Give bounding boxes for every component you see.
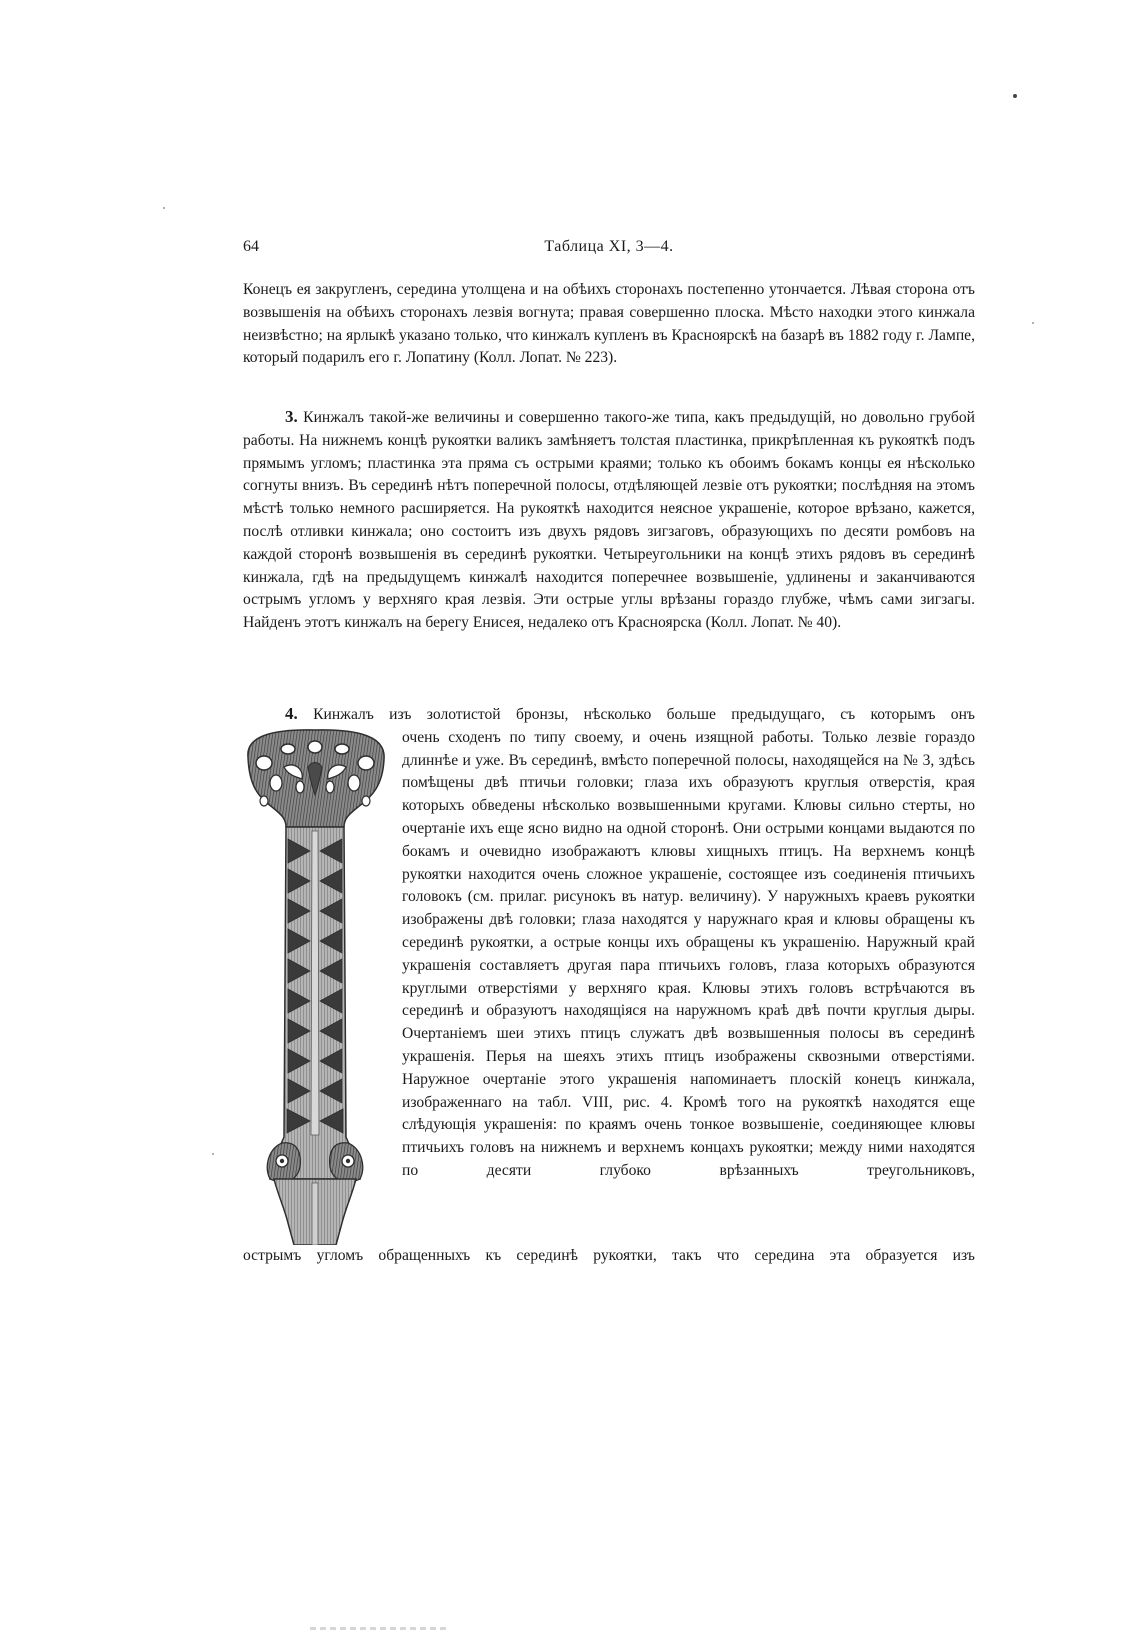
scan-speck	[163, 207, 165, 209]
item-4-first-line	[243, 703, 975, 727]
item-3-text: Кинжалъ такой-же величины и совершенно такого-же типа, какъ предыдущій, но довольно грубой работы. На нижнемъ концѣ рукоятки валикъ замѣняетъ толстая пластинка, прикрѣпленная къ рукояткѣ подъ прямымъ угломъ; пластинка эта пряма съ острыми краями; только къ обоимъ бокамъ концы ея нѣсколько согнуты внизъ. Въ серединѣ нѣтъ поперечной полосы, отдѣляющей лезвіе отъ рукоятки; послѣдняя на этомъ мѣстѣ только немного расширяется. На рукояткѣ находится неясное украшеніе, которое врѣзано, кажется, послѣ отливки кинжала; оно состоитъ изъ двухъ рядовъ зигзаговъ, образующихъ по десяти ромбовъ на каждой сторонѣ возвышенія въ серединѣ рукоятки. Четыреугольники на концѣ этихъ рядовъ въ серединѣ кинжала, гдѣ на предыдущемъ кинжалѣ находится поперечнее возвышеніе, удлинены и заканчиваются острымъ угломъ у верхняго края лезвія. Эти острые углы врѣзаны гораздо глубже, чѣмъ сами зигзагы. Найденъ этотъ кинжалъ на берегу Енисея, недалеко отъ Красноярска (Колл. Лопат. № 40).	[243, 409, 975, 632]
dagger-hilt-engraving	[240, 727, 390, 1245]
page-number: 64	[243, 238, 259, 255]
scan-speck	[212, 1153, 214, 1155]
item-4-body: очень сходенъ по типу своему, и очень изящной работы. Только лезвіе гораздо длиннѣе и уже. Въ серединѣ, вмѣсто поперечной полосы, находящейся на № 3, здѣсь помѣщены двѣ птичьи головки; глаза ихъ образуютъ круглыя отверстія, края которыхъ обведены нѣсколько возвышенными кругами. Клювы сильно стерты, но очертаніе ихъ еще ясно видно на одной сторонѣ. Они острыми концами выдаются по бокамъ и очевидно изображаютъ клювы хищныхъ птицъ. На верхнемъ концѣ рукоятки находится очень сложное украшеніе, состоящее изъ соединенія птичьихъ головокъ (см. прилаг. рисунокъ въ натур. величину). У наружныхъ краевъ рукоятки изображены двѣ головки; глаза находятся у наружнаго края и клювы обращены къ серединѣ рукоятки, а острые концы ихъ обращены къ украшенію. Наружный край украшенія составляетъ другая пара птичьихъ головъ, глаза которыхъ образуются круглыми отверстіями у верхняго края. Клювы этихъ головъ встрѣчаются въ серединѣ и образуютъ находящіяся на наружномъ краѣ двѣ почти круглыя дыры. Очертаніемъ шеи этихъ птицъ служатъ двѣ возвышенныя полосы въ серединѣ украшенія. Перья на шеяхъ этихъ птицъ изображены сквозными отверстіями. Наружное очертаніе этого украшенія напоминаетъ плоскій конецъ кинжала, изображеннаго на табл. VIII, рис. 4. Кромѣ того на рукояткѣ находятся еще слѣдующія украшенія: по краямъ очень тонкое возвышеніе, соединяющее клювы птичьихъ головъ на нижнемъ и верхнемъ концахъ рукоятки; между ними находятся по десяти глубоко врѣзанныхъ треугольниковъ,	[402, 728, 975, 1179]
item-number-4: 4.	[285, 704, 298, 723]
scan-artifact	[310, 1627, 450, 1630]
paragraph-item-4	[243, 703, 975, 1268]
scan-speck	[1013, 94, 1017, 98]
item-4-first-line-text: Кинжалъ изъ золотистой бронзы, нѣсколько больше предыдущаго, съ которымъ онъ	[313, 706, 975, 723]
item-4-last-line: острымъ угломъ обращенныхъ къ серединѣ рукоятки, такъ что середина эта образуется изъ	[243, 1246, 975, 1264]
page-header	[243, 238, 975, 262]
paragraph-continuation: Конецъ ея закругленъ, середина утолщена и на обѣихъ сторонахъ постепенно утончается. Лѣвая сторона отъ возвышенія на обѣихъ сторонахъ лезвія вогнута; правая совершенно плоска. Мѣсто находки этого кинжала неизвѣстно; на ярлыкѣ указано только, что кинжалъ купленъ въ Красноярскѣ на базарѣ въ 1882 году г. Лампе, который подарилъ его г. Лопатину (Колл. Лопат. № 223).	[243, 281, 975, 367]
paragraph-item-3	[243, 406, 975, 635]
running-title: Таблица XI, 3—4.	[544, 238, 674, 255]
dagger-hilt-illustration	[240, 727, 390, 1245]
item-number-3: 3.	[285, 407, 298, 426]
scan-speck	[1032, 322, 1034, 324]
